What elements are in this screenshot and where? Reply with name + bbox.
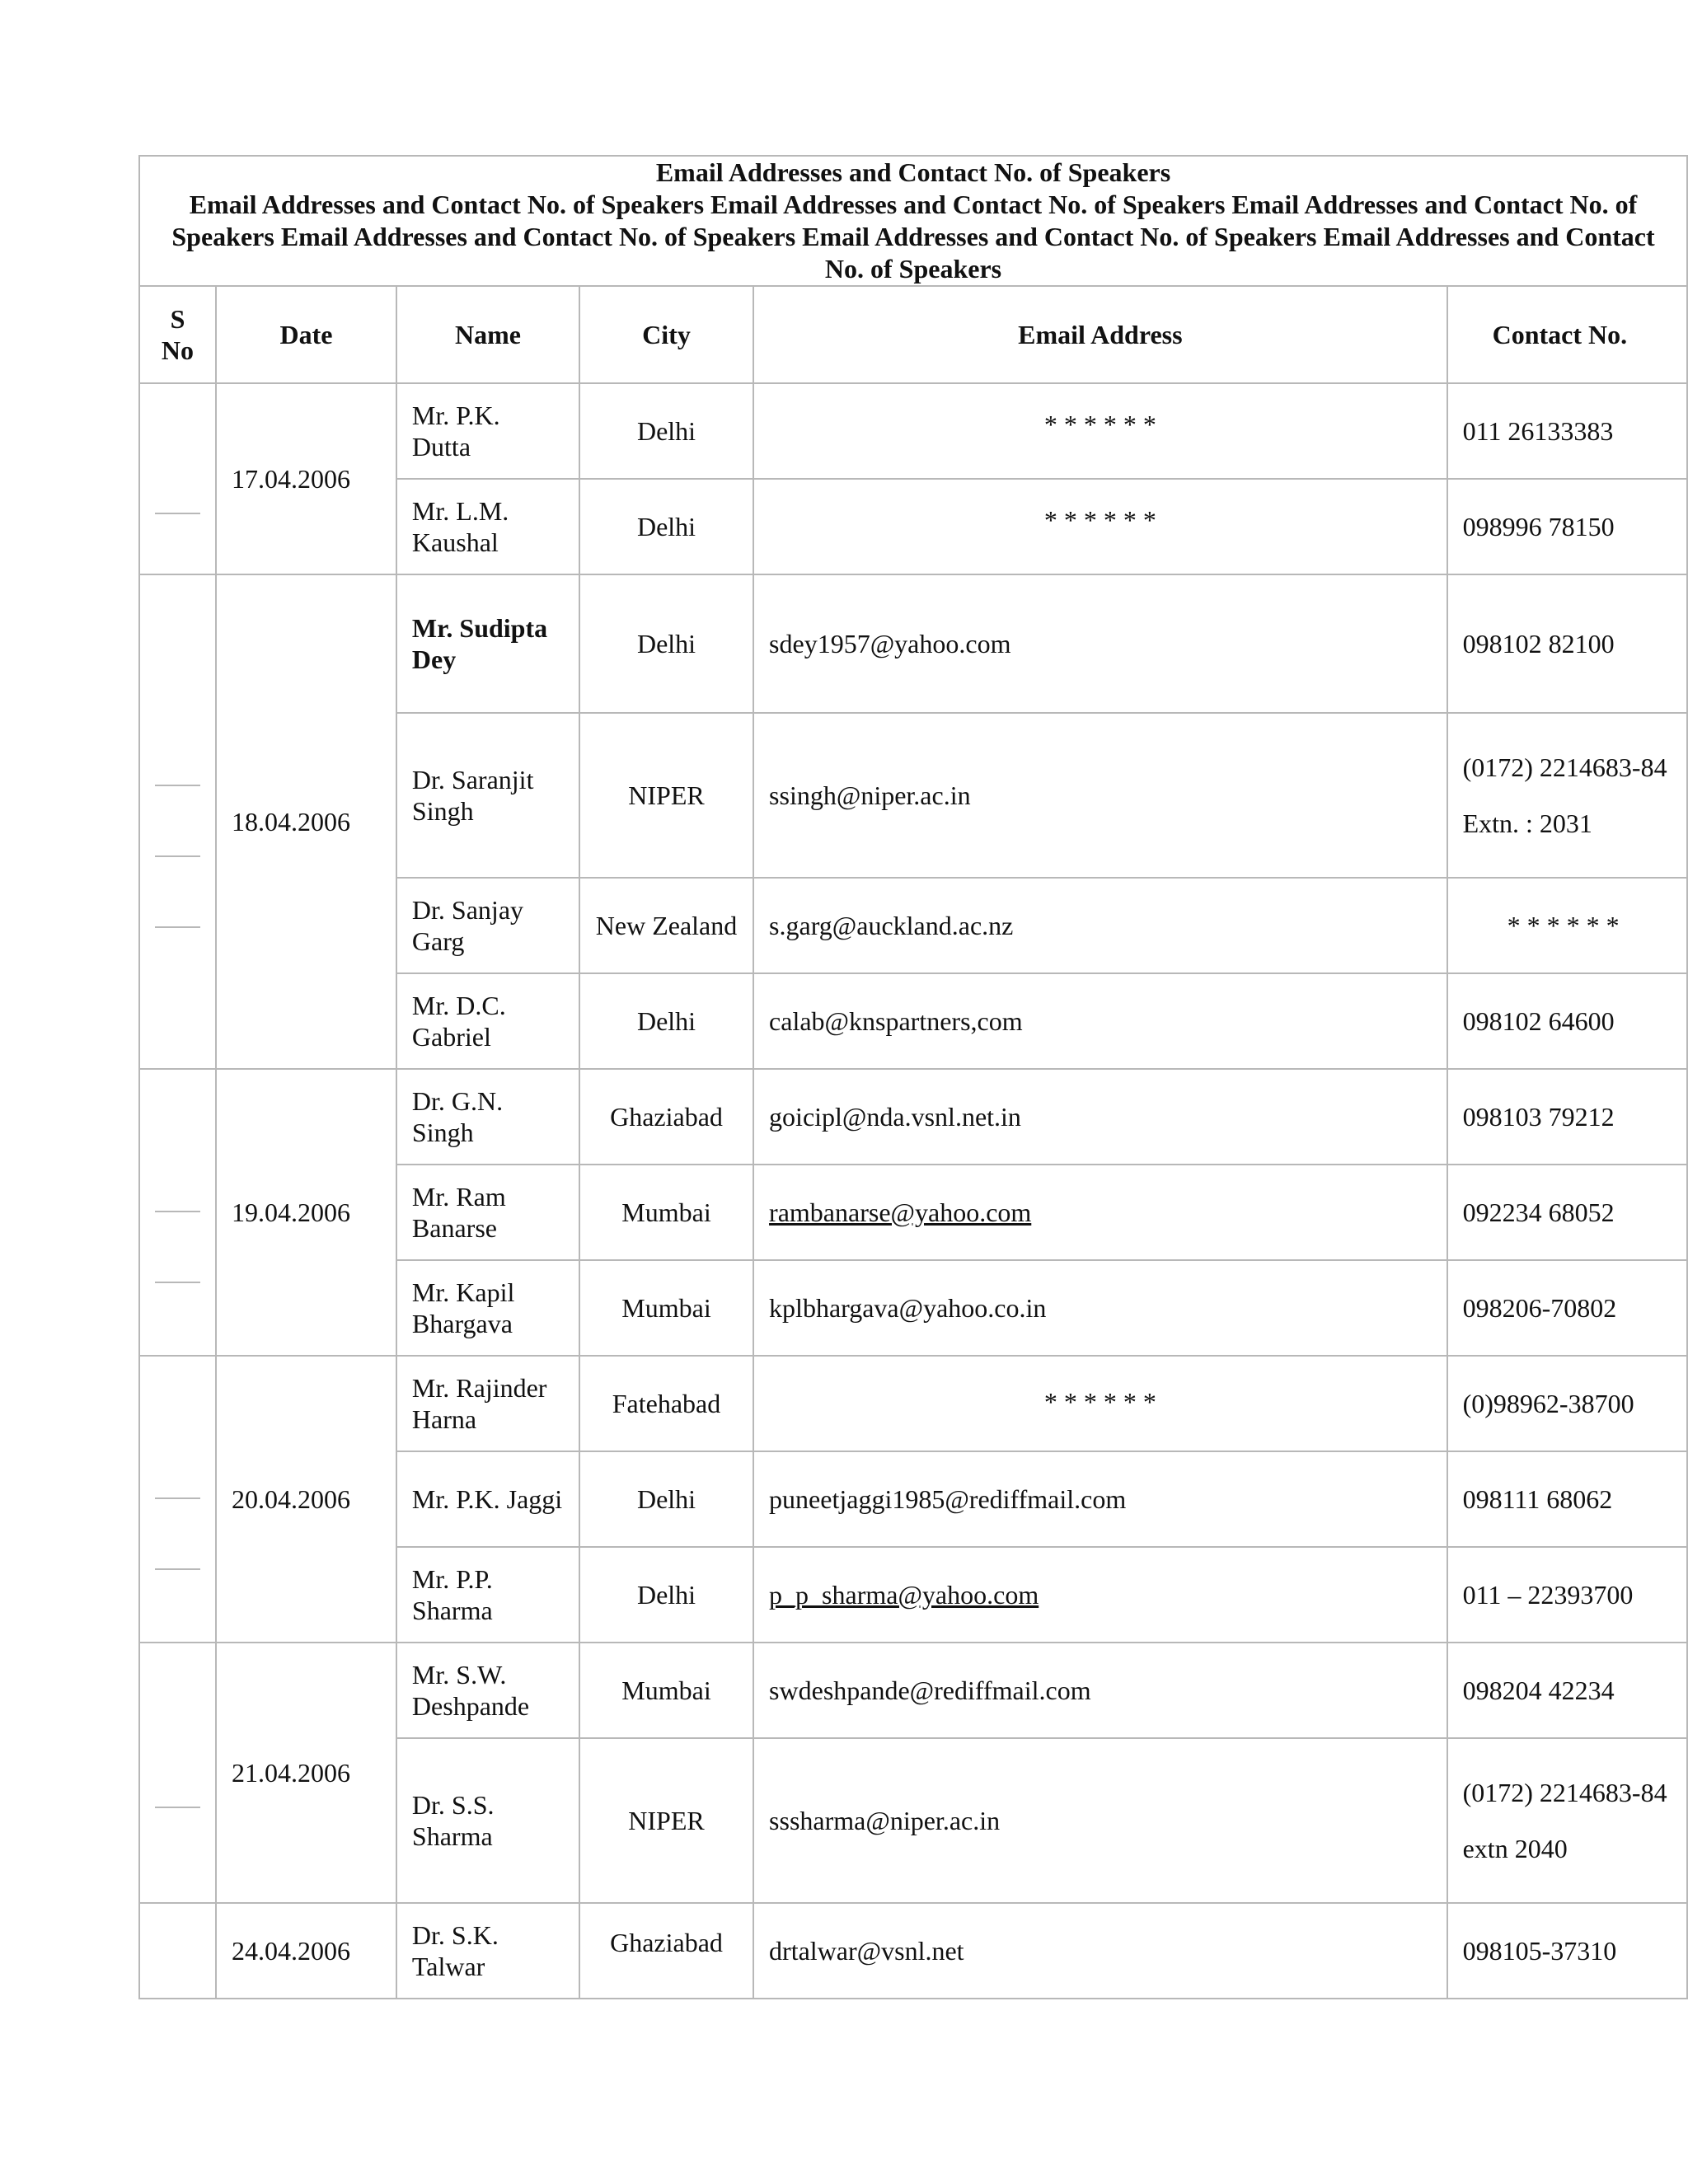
contact-cell: 098103 79212	[1447, 1069, 1687, 1165]
city-cell: Fatehabad	[579, 1356, 753, 1451]
email-link[interactable]: rambanarse@yahoo.com	[769, 1197, 1032, 1227]
date-cell: 18.04.2006	[216, 574, 396, 1069]
email-cell	[753, 1165, 1447, 1260]
name-cell: Dr. Sanjay Garg	[396, 878, 579, 973]
email-cell	[753, 383, 1447, 479]
table-row	[139, 383, 1687, 479]
email-cell: swdeshpande@rediffmail.com	[753, 1643, 1447, 1738]
city-cell: Delhi	[579, 973, 753, 1069]
name-cell: Mr. P.P. Sharma	[396, 1547, 579, 1643]
email-cell: ssingh@niper.ac.in	[753, 713, 1447, 878]
sno-cell	[139, 1356, 216, 1643]
name-cell: Mr. Ram Banarse	[396, 1165, 579, 1260]
city-cell: NIPER	[579, 1738, 753, 1903]
name-cell: Mr. Kapil Bhargava	[396, 1260, 579, 1356]
contact-line: (0172) 2214683-84	[1462, 1778, 1667, 1807]
contact-cell	[1447, 713, 1687, 878]
name-cell: Mr. P.K. Jaggi	[396, 1451, 579, 1547]
title-line: Email Addresses and Contact No. of Speakers Email Addresses and Contact No. of Speakers Email Addresses and Contact No. of	[189, 190, 1638, 219]
sno-cell	[139, 1069, 216, 1356]
contact-cell	[1447, 1738, 1687, 1903]
date-cell: 20.04.2006	[216, 1356, 396, 1643]
name-cell: Mr. D.C. Gabriel	[396, 973, 579, 1069]
email-masked: * * * * * *	[1043, 505, 1156, 535]
email-cell: puneetjaggi1985@rediffmail.com	[753, 1451, 1447, 1547]
sno-cell	[139, 1903, 216, 1999]
email-masked: * * * * * *	[1043, 410, 1156, 439]
name-cell: Mr. P.K. Dutta	[396, 383, 579, 479]
name-cell: Dr. Saranjit Singh	[396, 713, 579, 878]
name-cell: Mr. L.M. Kaushal	[396, 479, 579, 574]
contact-cell: 098105-37310	[1447, 1903, 1687, 1999]
name-cell: Dr. S.K. Talwar	[396, 1903, 579, 1999]
title-line: Email Addresses and Contact No. of Speakers	[655, 157, 1171, 187]
city-cell: Delhi	[579, 574, 753, 713]
sno-cell	[139, 383, 216, 574]
header-date: Date	[216, 286, 396, 383]
city-cell: Mumbai	[579, 1165, 753, 1260]
contact-cell: 098204 42234	[1447, 1643, 1687, 1738]
city-cell: Ghaziabad	[579, 1069, 753, 1165]
title-line: Speakers Email Addresses and Contact No. of Speakers Email Addresses and Contact No. of Speakers Email Addresses and Contact No. of Speakers	[171, 222, 1655, 284]
email-link[interactable]: p_p_sharma@yahoo.com	[769, 1580, 1039, 1610]
name-cell: Mr. S.W. Deshpande	[396, 1643, 579, 1738]
date-cell: 19.04.2006	[216, 1069, 396, 1356]
contact-cell: (0)98962-38700	[1447, 1356, 1687, 1451]
city-cell: Mumbai	[579, 1260, 753, 1356]
contact-cell: 098206-70802	[1447, 1260, 1687, 1356]
email-cell: drtalwar@vsnl.net	[753, 1903, 1447, 1999]
table-row	[139, 1903, 1687, 1999]
sno-cell	[139, 574, 216, 1069]
table-title	[139, 156, 1687, 286]
table-row	[139, 1643, 1687, 1738]
header-contact: Contact No.	[1447, 286, 1687, 383]
table-row	[139, 1356, 1687, 1451]
speakers-table	[138, 155, 1688, 1999]
email-cell: sssharma@niper.ac.in	[753, 1738, 1447, 1903]
contact-cell: 011 26133383	[1447, 383, 1687, 479]
header-sno: S No	[139, 286, 216, 383]
name-cell: Mr. Rajinder Harna	[396, 1356, 579, 1451]
header-city: City	[579, 286, 753, 383]
header-email: Email Address	[753, 286, 1447, 383]
contact-line: Extn. : 2031	[1462, 808, 1592, 838]
contact-cell: 098996 78150	[1447, 479, 1687, 574]
city-cell: Delhi	[579, 479, 753, 574]
email-cell: s.garg@auckland.ac.nz	[753, 878, 1447, 973]
date-cell: 21.04.2006	[216, 1643, 396, 1903]
city-cell: Ghaziabad	[579, 1903, 753, 1999]
contact-cell: * * * * * *	[1447, 878, 1687, 973]
city-cell: Mumbai	[579, 1643, 753, 1738]
date-cell: 24.04.2006	[216, 1903, 396, 1999]
contact-line: extn 2040	[1462, 1834, 1568, 1863]
email-cell: sdey1957@yahoo.com	[753, 574, 1447, 713]
name-cell: Mr. Sudipta Dey	[396, 574, 579, 713]
city-cell: NIPER	[579, 713, 753, 878]
contact-cell: 098111 68062	[1447, 1451, 1687, 1547]
table-row	[139, 1069, 1687, 1165]
email-cell	[753, 1547, 1447, 1643]
contact-cell: 098102 82100	[1447, 574, 1687, 713]
contact-cell: 098102 64600	[1447, 973, 1687, 1069]
city-cell: New Zealand	[579, 878, 753, 973]
date-cell: 17.04.2006	[216, 383, 396, 574]
email-cell	[753, 1356, 1447, 1451]
sno-cell	[139, 1643, 216, 1903]
city-cell: Delhi	[579, 1451, 753, 1547]
email-masked: * * * * * *	[1043, 1387, 1156, 1417]
contact-cell: 011 – 22393700	[1447, 1547, 1687, 1643]
name-cell: Dr. S.S. Sharma	[396, 1738, 579, 1903]
city-cell: Delhi	[579, 1547, 753, 1643]
name-cell: Dr. G.N. Singh	[396, 1069, 579, 1165]
contact-line: (0172) 2214683-84	[1462, 752, 1667, 782]
email-cell: goicipl@nda.vsnl.net.in	[753, 1069, 1447, 1165]
city-cell: Delhi	[579, 383, 753, 479]
header-name: Name	[396, 286, 579, 383]
email-cell: calab@knspartners,com	[753, 973, 1447, 1069]
email-cell: kplbhargava@yahoo.co.in	[753, 1260, 1447, 1356]
contact-cell: 092234 68052	[1447, 1165, 1687, 1260]
table-row	[139, 574, 1687, 713]
email-cell	[753, 479, 1447, 574]
